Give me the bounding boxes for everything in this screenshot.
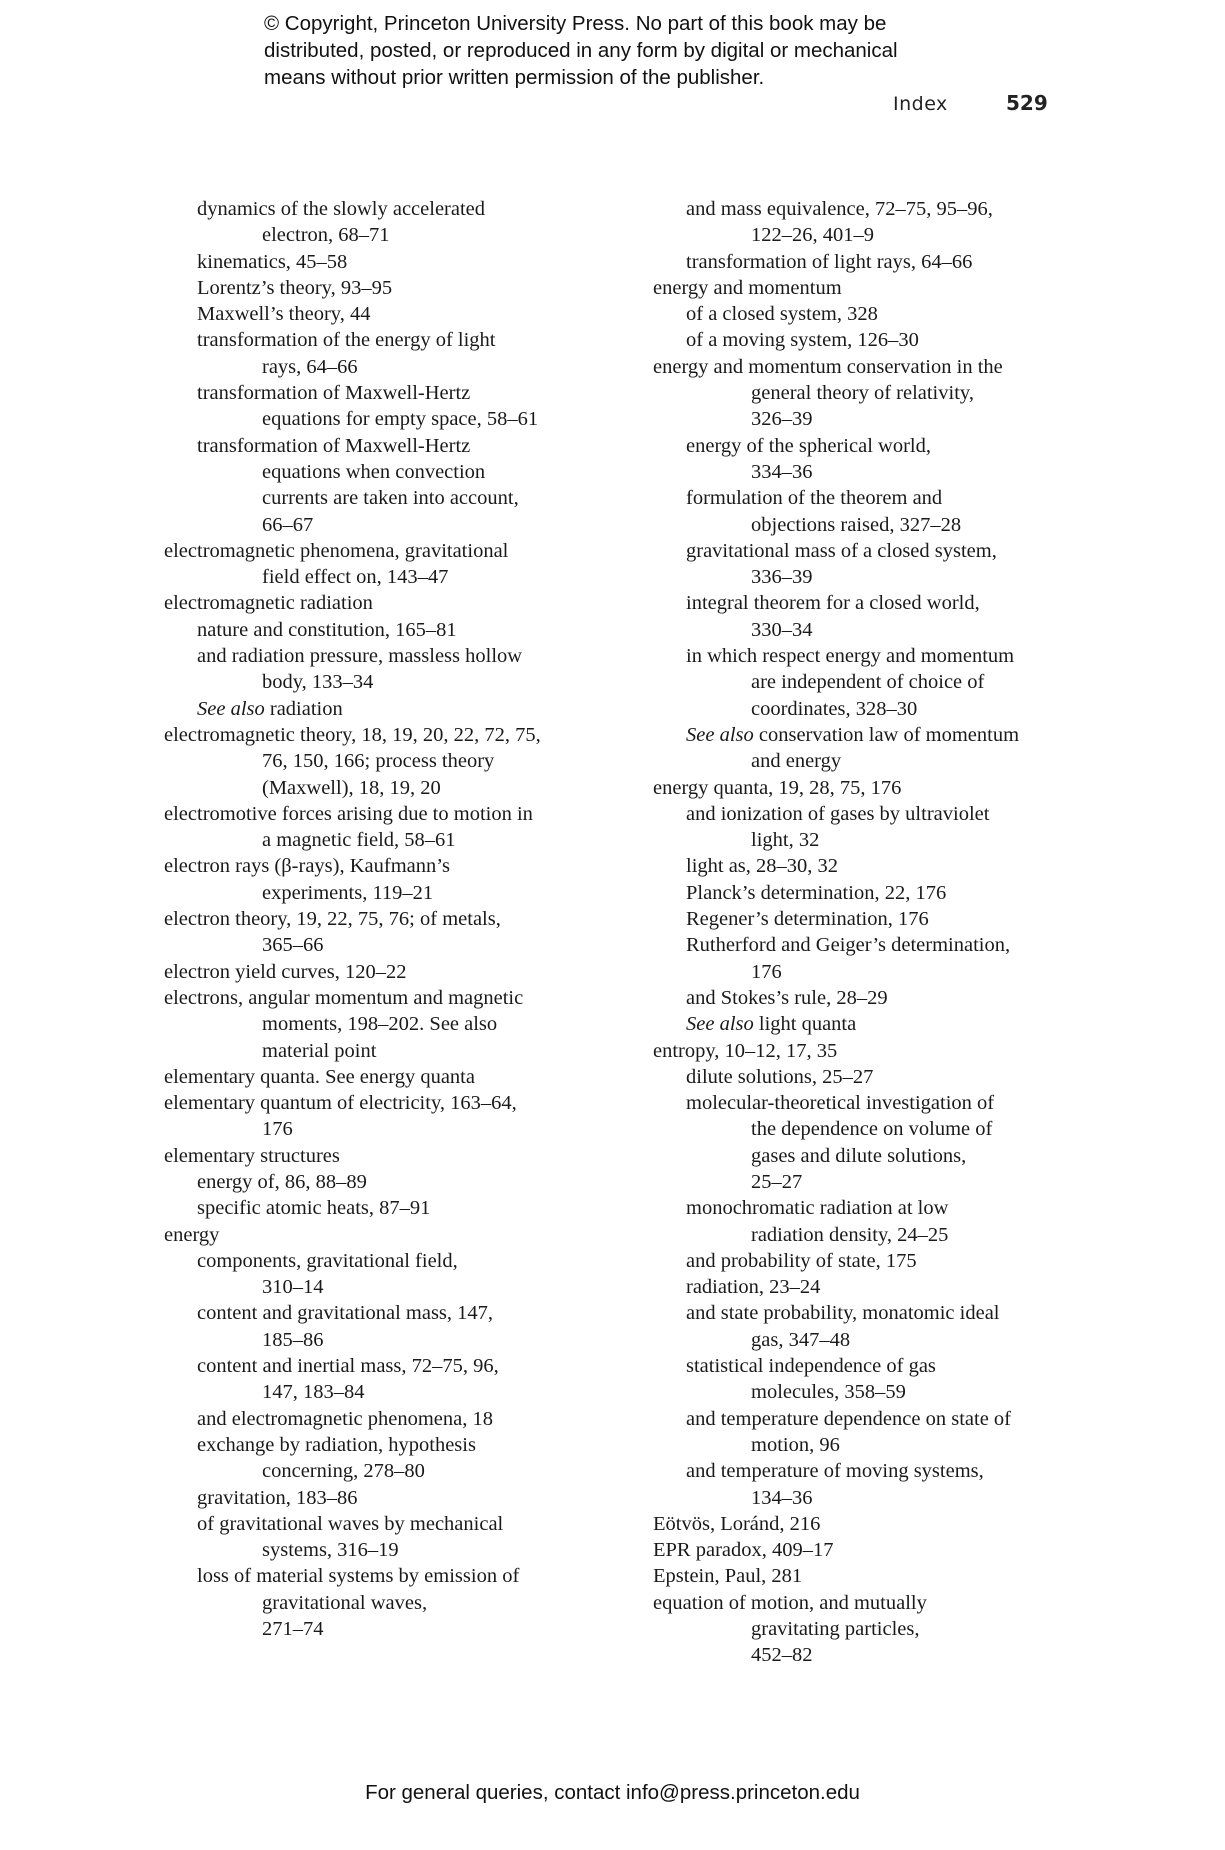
copyright-notice <box>264 10 964 91</box>
see-also-label: See also <box>686 723 754 746</box>
index-entry-line: in which respect energy and momentum <box>686 645 1015 668</box>
index-entry-line: systems, 316–19 <box>262 1539 399 1562</box>
index-entry <box>653 1563 1073 1589</box>
index-subentry <box>164 380 584 433</box>
index-entry-line: the dependence on volume of <box>751 1118 993 1141</box>
index-entry <box>164 1090 584 1143</box>
index-entry-line: gravitational mass of a closed system, <box>686 539 997 562</box>
index-subentry <box>164 249 584 275</box>
index-entry-line: 336–39 <box>751 566 813 589</box>
index-entry-line: motion, 96 <box>751 1433 840 1456</box>
index-entry-line: gas, 347–48 <box>751 1328 851 1351</box>
index-subentry <box>164 1563 584 1642</box>
index-entry-line: electron rays (β-rays), Kaufmann’s <box>164 855 450 878</box>
index-entry-line: nature and constitution, 165–81 <box>197 618 457 641</box>
index-entry-line: electron theory, 19, 22, 75, 76; of metals, <box>164 908 501 931</box>
index-entry-line: 365–66 <box>262 934 324 957</box>
page-number: 529 <box>1006 91 1048 115</box>
index-subentry <box>164 1353 584 1406</box>
index-subentry <box>653 1274 1073 1300</box>
index-subentry <box>164 643 584 696</box>
index-entry-line: monochromatic radiation at low <box>686 1197 949 1220</box>
index-entry-line: concerning, 278–80 <box>262 1460 425 1483</box>
index-entry-line: (Maxwell), 18, 19, 20 <box>262 776 441 799</box>
index-entry-line: Epstein, Paul, 281 <box>653 1565 803 1588</box>
index-subentry <box>653 643 1073 722</box>
index-entry-line: elementary quantum of electricity, 163–64, <box>164 1092 517 1115</box>
index-subentry <box>164 1169 584 1195</box>
index-entry-line: content and inertial mass, 72–75, 96, <box>197 1355 499 1378</box>
index-entry-line: 122–26, 401–9 <box>751 224 874 247</box>
index-entry-line: radiation density, 24–25 <box>751 1223 949 1246</box>
index-subentry <box>653 433 1073 486</box>
index-subentry <box>164 1300 584 1353</box>
index-entry-line: 452–82 <box>751 1644 813 1667</box>
index-subentry <box>164 1511 584 1564</box>
index-entry-line <box>164 696 584 722</box>
index-entry-line: energy quanta, 19, 28, 75, 176 <box>653 776 902 799</box>
index-subentry <box>653 1090 1073 1195</box>
index-entry-line: and Stokes’s rule, 28–29 <box>686 986 888 1009</box>
index-entry-line: transformation of the energy of light <box>197 329 496 352</box>
index-entry-line: equation of motion, and mutually <box>653 1591 927 1614</box>
index-entry-line: transformation of Maxwell-Hertz <box>197 434 471 457</box>
index-entry-line: EPR paradox, 409–17 <box>653 1539 834 1562</box>
index-subentry <box>653 1406 1073 1459</box>
index-entry-line: of gravitational waves by mechanical <box>197 1512 504 1535</box>
index-subentry <box>164 196 584 249</box>
index-entry-line: loss of material systems by emission of <box>197 1565 520 1588</box>
index-entry-line: electron yield curves, 120–22 <box>164 960 407 983</box>
index-subentry <box>164 1248 584 1301</box>
index-entry-line: transformation of light rays, 64–66 <box>686 250 973 273</box>
index-entry-line: gases and dilute solutions, <box>751 1144 967 1167</box>
index-entry-line: 326–39 <box>751 408 813 431</box>
index-entry-line: field effect on, 143–47 <box>262 566 449 589</box>
index-subentry <box>653 853 1073 879</box>
index-subentry <box>653 906 1073 932</box>
index-entry-line: 66–67 <box>262 513 314 536</box>
copyright-line: means without prior written permission of the publisher. <box>264 66 765 89</box>
index-entry-line: equations when convection <box>262 460 486 483</box>
index-entry-line: 76, 150, 166; process theory <box>262 750 495 773</box>
index-subentry <box>653 1300 1073 1353</box>
index-entry-line: of a moving system, 126–30 <box>686 329 919 352</box>
index-entry <box>653 1511 1073 1537</box>
index-entry <box>164 906 584 959</box>
index-subentry <box>164 1432 584 1485</box>
index-entry <box>653 354 1073 433</box>
index-entry-line: and temperature dependence on state of <box>686 1407 1011 1430</box>
index-entry-line: Rutherford and Geiger’s determination, <box>686 934 1011 957</box>
index-entry-line: elementary structures <box>164 1144 340 1167</box>
index-subentry <box>653 590 1073 643</box>
running-head <box>0 91 1225 121</box>
index-entry-line: electromagnetic theory, 18, 19, 20, 22, 72, 75, <box>164 723 541 746</box>
index-subentry <box>164 301 584 327</box>
index-entry-line: statistical independence of gas <box>686 1355 936 1378</box>
index-subentry <box>653 880 1073 906</box>
index-entry-line: material point <box>262 1039 377 1062</box>
index-subentry <box>164 275 584 301</box>
index-entry-line: energy <box>164 1223 220 1246</box>
index-entry <box>164 1222 584 1248</box>
index-entry <box>653 275 1073 301</box>
index-entry-line: coordinates, 328–30 <box>751 697 918 720</box>
index-entry-line: components, gravitational field, <box>197 1249 458 1272</box>
see-also-label: See also <box>197 697 265 720</box>
index-entry-line: and electromagnetic phenomena, 18 <box>197 1407 493 1430</box>
index-entry-line: formulation of the theorem and <box>686 487 943 510</box>
index-entry-line: 176 <box>262 1118 293 1141</box>
index-subentry <box>653 1353 1073 1406</box>
index-entry-line: and radiation pressure, massless hollow <box>197 645 523 668</box>
index-entry-line: electromagnetic phenomena, gravitational <box>164 539 509 562</box>
index-entry <box>164 722 584 801</box>
index-entry-line: experiments, 119–21 <box>262 881 434 904</box>
index-subentry <box>653 301 1073 327</box>
index-entry-line: Lorentz’s theory, 93–95 <box>197 276 393 299</box>
index-entry-line: a magnetic field, 58–61 <box>262 829 456 852</box>
index-entry-line: 271–74 <box>262 1618 324 1641</box>
index-column-left <box>164 196 584 1642</box>
index-entry-line: electrons, angular momentum and magnetic <box>164 986 524 1009</box>
index-entry-line: 176 <box>751 960 782 983</box>
index-subentry <box>653 932 1073 985</box>
index-subentry <box>653 1064 1073 1090</box>
index-entry-line: and state probability, monatomic ideal <box>686 1302 1000 1325</box>
index-subentry <box>653 722 1073 775</box>
index-entry-line: general theory of relativity, <box>751 382 974 405</box>
index-subentry <box>653 485 1073 538</box>
index-entry-line: energy of, 86, 88–89 <box>197 1170 367 1193</box>
index-entry-line: 334–36 <box>751 460 813 483</box>
index-subentry <box>653 327 1073 353</box>
index-entry-line: 330–34 <box>751 618 813 641</box>
index-entry-line: dilute solutions, 25–27 <box>686 1065 874 1088</box>
index-entry-text: conservation law of momentum <box>753 723 1020 746</box>
index-subentry <box>164 1195 584 1221</box>
index-entry-line: content and gravitational mass, 147, <box>197 1302 494 1325</box>
index-entry-line: and temperature of moving systems, <box>686 1460 984 1483</box>
index-entry-line: and probability of state, 175 <box>686 1249 917 1272</box>
index-entry-line: and mass equivalence, 72–75, 95–96, <box>686 198 993 220</box>
index-entry <box>653 1038 1073 1064</box>
index-entry-line: dynamics of the slowly accelerated <box>197 198 486 220</box>
index-entry-line: radiation, 23–24 <box>686 1276 821 1299</box>
index-entry-line: body, 133–34 <box>262 671 374 694</box>
index-entry-line: transformation of Maxwell-Hertz <box>197 382 471 405</box>
index-entry-line: energy and momentum conservation in the <box>653 355 1003 378</box>
index-entry-line <box>653 1011 1073 1037</box>
index-entry-text: light quanta <box>753 1013 857 1036</box>
index-entry-line: exchange by radiation, hypothesis <box>197 1433 476 1456</box>
index-entry-line: electromagnetic radiation <box>164 592 373 615</box>
index-entry-line: 147, 183–84 <box>262 1381 365 1404</box>
index-entry-line: of a closed system, 328 <box>686 303 878 326</box>
index-entry-text: radiation <box>264 697 343 720</box>
index-entry <box>164 590 584 616</box>
index-entry-line: objections raised, 327–28 <box>751 513 962 536</box>
index-entry-line: rays, 64–66 <box>262 355 358 378</box>
running-head-section: Index <box>893 93 948 115</box>
index-entry-line: moments, 198–202. See also <box>262 1013 498 1036</box>
index-subentry <box>653 1458 1073 1511</box>
index-entry-line: are independent of choice of <box>751 671 985 694</box>
index-entry <box>164 985 584 1064</box>
index-entry-line: gravitating particles, <box>751 1618 920 1641</box>
index-entry <box>164 538 584 591</box>
index-entry-line: energy and momentum <box>653 276 842 299</box>
index-entry-line: 185–86 <box>262 1328 324 1351</box>
index-subentry <box>653 1011 1073 1037</box>
index-subentry <box>164 696 584 722</box>
index-entry-line: and energy <box>751 750 842 773</box>
index-entry-line: 25–27 <box>751 1170 803 1193</box>
index-entry-line: integral theorem for a closed world, <box>686 592 980 615</box>
index-entry-line: Maxwell’s theory, 44 <box>197 303 371 326</box>
index-subentry <box>164 433 584 538</box>
copyright-line: © Copyright, Princeton University Press. No part of this book may be <box>264 12 887 35</box>
index-entry-line: elementary quanta. See energy quanta <box>164 1065 475 1088</box>
index-column-right <box>653 196 1073 1669</box>
index-entry-line: entropy, 10–12, 17, 35 <box>653 1039 838 1062</box>
index-entry-line: gravitational waves, <box>262 1591 428 1614</box>
index-entry-line: light as, 28–30, 32 <box>686 855 839 878</box>
index-entry-line: gravitation, 183–86 <box>197 1486 358 1509</box>
footer-contact: For general queries, contact info@press.princeton.edu <box>365 1781 860 1804</box>
index-entry-line: and ionization of gases by ultraviolet <box>686 802 990 825</box>
index-entry-line: electron, 68–71 <box>262 224 390 247</box>
index-entry-line: molecules, 358–59 <box>751 1381 906 1404</box>
index-entry <box>164 1143 584 1169</box>
index-subentry <box>164 617 584 643</box>
index-subentry <box>653 1248 1073 1274</box>
index-entry-line: energy of the spherical world, <box>686 434 931 457</box>
index-entry-line: specific atomic heats, 87–91 <box>197 1197 431 1220</box>
index-entry-line: Eötvös, Loránd, 216 <box>653 1512 821 1535</box>
index-subentry <box>653 801 1073 854</box>
index-entry-line: 310–14 <box>262 1276 324 1299</box>
index-subentry <box>653 1195 1073 1248</box>
index-entry <box>164 959 584 985</box>
copyright-line: distributed, posted, or reproduced in any form by digital or mechanical <box>264 39 898 62</box>
see-also-label: See also <box>686 1013 754 1036</box>
index-entry-line: Planck’s determination, 22, 176 <box>686 881 947 904</box>
index-entry <box>164 1064 584 1090</box>
index-subentry <box>653 985 1073 1011</box>
index-subentry <box>653 538 1073 591</box>
index-entry-line: light, 32 <box>751 829 820 852</box>
index-subentry <box>164 327 584 380</box>
index-subentry <box>164 1406 584 1432</box>
index-entry-line: kinematics, 45–58 <box>197 250 348 273</box>
index-entry-line <box>653 722 1073 748</box>
index-entry <box>164 853 584 906</box>
index-entry <box>653 1590 1073 1669</box>
index-entry <box>653 775 1073 801</box>
index-subentry <box>653 196 1073 249</box>
index-entry <box>653 1537 1073 1563</box>
index-entry-line: Regener’s determination, 176 <box>686 908 929 931</box>
index-entry-line: electromotive forces arising due to motion in <box>164 802 533 825</box>
index-entry <box>164 801 584 854</box>
index-entry-line: 134–36 <box>751 1486 813 1509</box>
index-entry-line: equations for empty space, 58–61 <box>262 408 539 431</box>
index-subentry <box>653 249 1073 275</box>
index-subentry <box>164 1485 584 1511</box>
index-entry-line: molecular-theoretical investigation of <box>686 1092 995 1115</box>
index-entry-line: currents are taken into account, <box>262 487 519 510</box>
